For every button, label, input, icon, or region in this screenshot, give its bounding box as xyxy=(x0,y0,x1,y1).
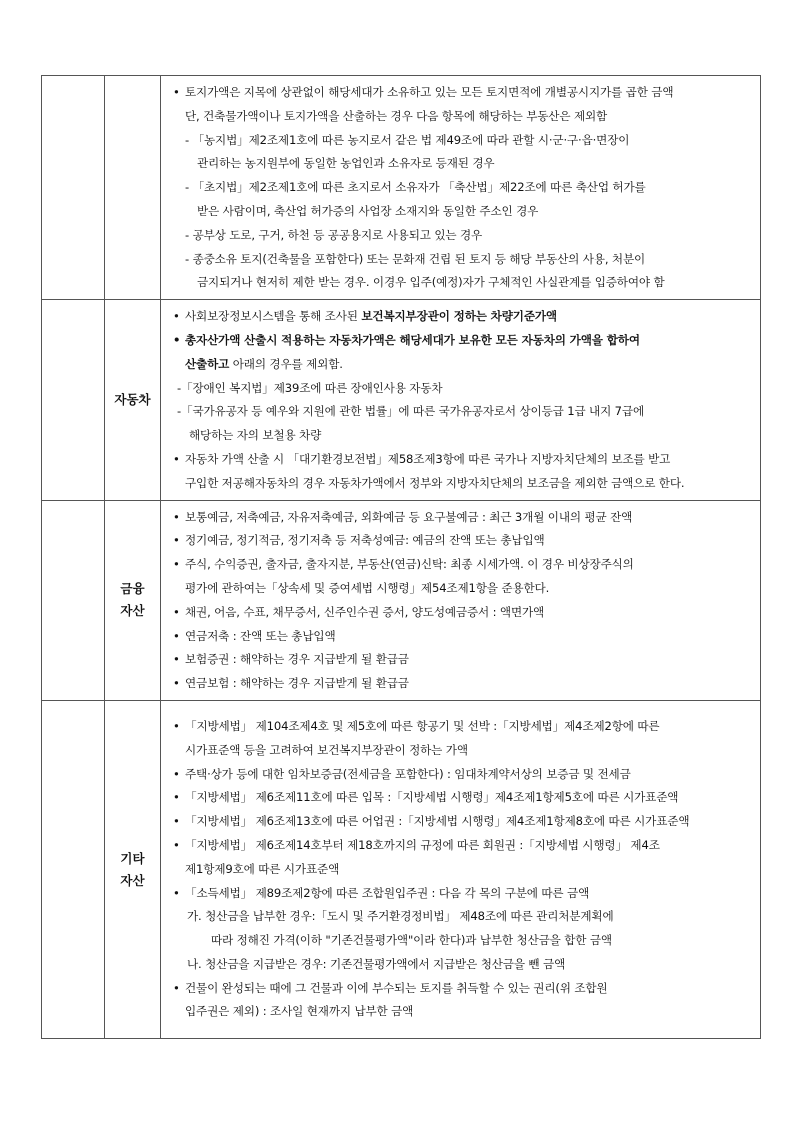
blank-cell xyxy=(42,300,105,500)
list-item: 관리하는 농지원부에 동일한 농업인과 소유자로 등재된 경우 xyxy=(197,156,495,171)
list-item-text: 아래의 경우를 제외함. xyxy=(229,356,343,371)
list-item: 구입한 저공해자동차의 경우 자동차가액에서 정부와 지방자치단체의 보조금을 제외한 금액으로 한다. xyxy=(185,475,685,490)
list-item: • 「소득세법」 제89조제2항에 따른 조합원입주권 : 다음 각 목의 구분에 따른 금액 xyxy=(173,882,750,906)
table-row-financial xyxy=(42,500,761,700)
list-item: • 정기예금, 정기적금, 정기저축 등 저축성예금: 예금의 잔액 또는 총납입액 xyxy=(173,529,750,553)
row-label-line: 기타 xyxy=(120,850,145,866)
list-item: 평가에 관하여는「상속세 및 증여세법 시행령」제54조제1항을 준용한다. xyxy=(185,580,550,595)
list-item: 해당하는 자의 보철용 차량 xyxy=(189,428,322,443)
row-label-car: 자동차 xyxy=(105,300,161,500)
list-item: • 보통예금, 저축예금, 자유저축예금, 외화예금 등 요구불예금 : 최근 3개월 이내의 평균 잔액 xyxy=(173,506,750,530)
row-content-car xyxy=(161,300,761,500)
list-item: • 「지방세법」 제104조제4호 및 제5호에 따른 항공기 및 선박 :「지방세법」제4조제2항에 따른 xyxy=(173,715,750,739)
row-label-line: 자산 xyxy=(120,872,145,888)
row-content-land xyxy=(161,76,761,300)
blank-cell xyxy=(42,76,105,300)
row-label-line: 자산 xyxy=(120,603,145,619)
list-item: -「국가유공자 등 예우와 지원에 관한 법률」에 따른 국가유공자로서 상이등급 1급 내지 7급에 xyxy=(177,404,644,419)
list-item: • 주식, 수익증권, 출자금, 출자지분, 부동산(연금)신탁: 최종 시세가액. 이 경우 비상장주식의 xyxy=(173,553,750,577)
row-content-financial xyxy=(161,500,761,700)
list-item xyxy=(173,353,750,377)
list-item xyxy=(173,305,750,329)
list-item: 시가표준액 등을 고려하여 보건복지부장관이 정하는 가액 xyxy=(185,742,468,757)
list-item: 가. 청산금을 납부한 경우:「도시 및 주거환경정비법」 제48조에 따른 관리처분계획에 xyxy=(187,909,614,924)
row-content-other xyxy=(161,700,761,1038)
list-item: 금지되거나 현저히 제한 받는 경우. 이경우 입주(예정)자가 구체적인 사실관계를 입증하여야 함 xyxy=(197,275,665,290)
list-item: 나. 청산금을 지급받은 경우: 기존건물평가액에서 지급받은 청산금을 뺀 금액 xyxy=(187,956,566,971)
list-item: 제1항제9호에 따른 시가표준액 xyxy=(185,861,340,876)
row-label-other xyxy=(105,700,161,1038)
table-row-other xyxy=(42,700,761,1038)
list-item-text: 사회보장정보시스템을 통해 조사된 xyxy=(185,309,362,324)
list-item: • 총자산가액 산출시 적용하는 자동차가액은 해당세대가 보유한 모든 자동차의 가액을 합하여 xyxy=(173,329,750,353)
blank-cell xyxy=(42,700,105,1038)
list-item: • 자동차 가액 산출 시 「대기환경보전법」제58조제3항에 따른 국가나 지방자치단체의 보조를 받고 xyxy=(173,448,750,472)
list-item: • 건물이 완성되는 때에 그 건물과 이에 부수되는 토지를 취득할 수 있는 권리(위 조합원 xyxy=(173,977,750,1001)
list-item: 받은 사람이며, 축산업 허가증의 사업장 소재지와 동일한 주소인 경우 xyxy=(197,203,539,218)
list-item-bold-text: 산출하고 xyxy=(185,356,230,371)
row-label-financial xyxy=(105,500,161,700)
list-item: 입주권은 제외) : 조사일 현재까지 납부한 금액 xyxy=(185,1004,414,1019)
list-item: - 「초지법」제2조제1호에 따른 초지로서 소유자가 「축산법」제22조에 따른 축산업 허가를 xyxy=(185,180,646,195)
list-item: - 종중소유 토지(건축물을 포함한다) 또는 문화재 건립 된 토지 등 해당 부동산의 사용, 처분이 xyxy=(185,251,646,266)
list-item: 따라 정해진 가격(이하 "기존건물평가액"이라 한다)과 납부한 청산금을 합한 금액 xyxy=(211,933,612,948)
list-item: • 채권, 어음, 수표, 채무증서, 신주인수권 증서, 양도성예금증서 : 액면가액 xyxy=(173,601,750,625)
list-item: • 「지방세법」 제6조제14호부터 제18호까지의 규정에 따른 회원권 :「지방세법 시행령」 제4조 xyxy=(173,834,750,858)
list-item: • 「지방세법」 제6조제11호에 따른 입목 :「지방세법 시행령」제4조제1항제5호에 따른 시가표준액 xyxy=(173,786,750,810)
asset-criteria-table xyxy=(41,75,761,1039)
list-item: • 「지방세법」 제6조제13호에 따른 어업권 :「지방세법 시행령」제4조제1항제8호에 따른 시가표준액 xyxy=(173,810,750,834)
list-item: • 연금보험 : 해약하는 경우 지급받게 될 환급금 xyxy=(173,672,750,696)
row-label-land xyxy=(105,76,161,300)
list-item: 단, 건축물가액이나 토지가액을 산출하는 경우 다음 항목에 해당하는 부동산은 제외함 xyxy=(185,108,608,123)
list-item: • 보험증권 : 해약하는 경우 지급받게 될 환급금 xyxy=(173,648,750,672)
list-item: • 주택·상가 등에 대한 임차보증금(전세금을 포함한다) : 임대차계약서상의 보증금 및 전세금 xyxy=(173,763,750,787)
list-item: - 「농지법」제2조제1호에 따른 농지로서 같은 법 제49조에 따라 관할 시·군·구·읍·면장이 xyxy=(185,132,630,147)
table-row-car xyxy=(42,300,761,500)
list-item: • 연금저축 : 잔액 또는 총납입액 xyxy=(173,625,750,649)
list-item-bold-text: 보건복지부장관이 정하는 차량기준가액 xyxy=(361,309,557,324)
list-item: -「장애인 복지법」제39조에 따른 장애인사용 자동차 xyxy=(177,380,443,395)
blank-cell xyxy=(42,500,105,700)
list-item: • 토지가액은 지목에 상관없이 해당세대가 소유하고 있는 모든 토지면적에 개별공시지가를 곱한 금액 xyxy=(173,81,750,105)
row-label-line: 금융 xyxy=(120,581,145,597)
table-row-land xyxy=(42,76,761,300)
list-item: - 공부상 도로, 구거, 하천 등 공공용지로 사용되고 있는 경우 xyxy=(185,227,483,242)
